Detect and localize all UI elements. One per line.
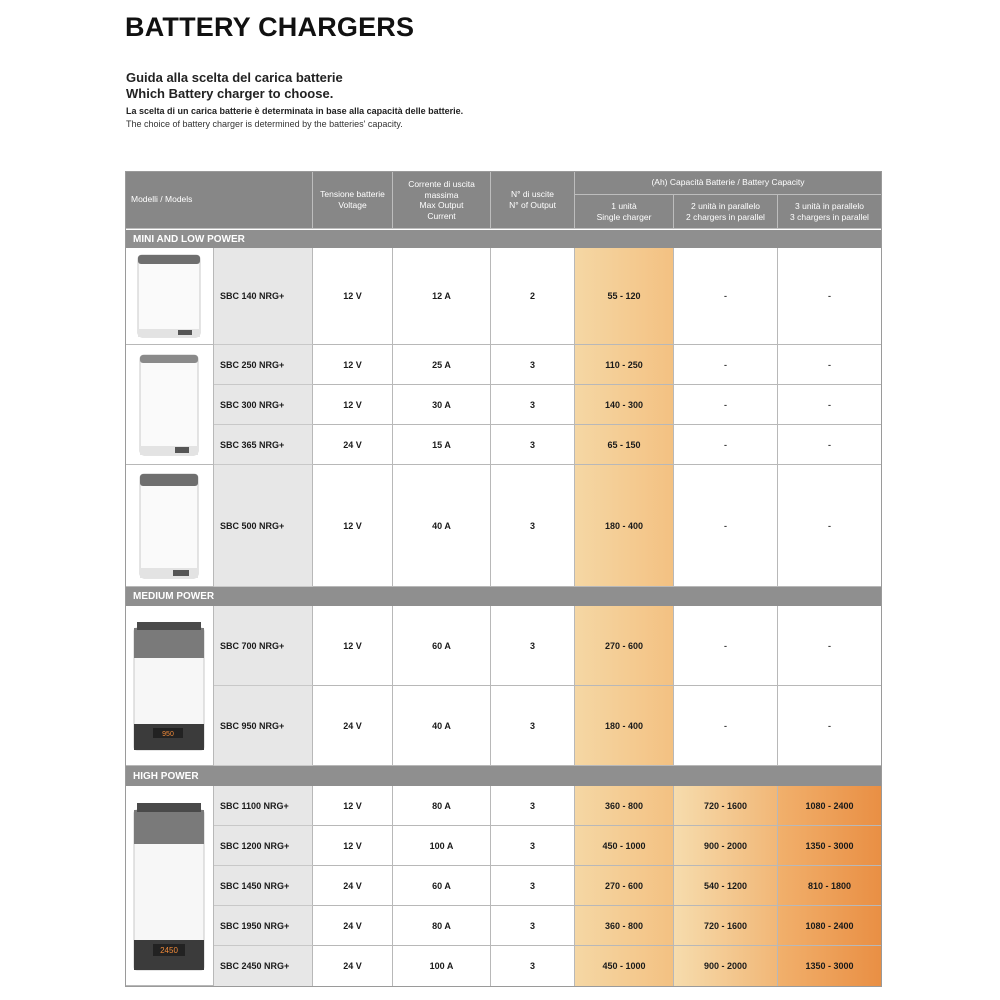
header-cap2 <box>674 195 778 229</box>
cell-outputs: 3 <box>491 686 575 766</box>
header-voltage-en: Voltage <box>338 199 367 210</box>
cell-outputs: 3 <box>491 425 575 465</box>
cell-model: SBC 1950 NRG+ <box>214 906 313 946</box>
charger-image-sbc-700-950 <box>131 620 207 752</box>
header-models: Modelli / Models <box>125 171 313 229</box>
header-cap3-en: 3 chargers in parallel <box>790 211 869 222</box>
intro-heading-it: Guida alla scelta del carica batterie <box>126 70 343 85</box>
cell-current: 15 A <box>393 425 491 465</box>
cell-cap2: 720 - 1600 <box>674 786 778 826</box>
header-cap2-en: 2 chargers in parallel <box>686 211 765 222</box>
intro-desc-en: The choice of battery charger is determined by the batteries' capacity. <box>126 119 403 129</box>
header-current-it2: massima <box>424 189 459 200</box>
cell-outputs: 3 <box>491 606 575 686</box>
cell-current: 40 A <box>393 465 491 587</box>
cell-outputs: 3 <box>491 786 575 826</box>
cell-cap1: 270 - 600 <box>575 866 674 906</box>
header-voltage-it: Tensione batterie <box>320 189 385 199</box>
cell-cap3: - <box>778 465 882 587</box>
header-voltage <box>313 171 393 229</box>
image-cell-2 <box>125 345 214 465</box>
cell-current: 60 A <box>393 606 491 686</box>
section-mini-low-power: MINI AND LOW POWER <box>125 230 882 248</box>
cell-cap1: 180 - 400 <box>575 465 674 587</box>
cell-cap1: 450 - 1000 <box>575 946 674 987</box>
cell-outputs: 3 <box>491 385 575 425</box>
cell-current: 40 A <box>393 686 491 766</box>
charger-image-sbc-500 <box>137 472 201 580</box>
cell-cap3: 810 - 1800 <box>778 866 882 906</box>
header-capacity: (Ah) Capacità Batterie / Battery Capacity <box>575 171 882 195</box>
cell-voltage: 24 V <box>313 946 393 987</box>
cell-cap3: - <box>778 248 882 345</box>
image-cell-3 <box>125 465 214 587</box>
cell-cap1: 180 - 400 <box>575 686 674 766</box>
cell-current: 12 A <box>393 248 491 345</box>
charger-image-sbc-1100-2450 <box>131 800 207 972</box>
cell-cap2: - <box>674 606 778 686</box>
cell-cap3: - <box>778 425 882 465</box>
cell-voltage: 24 V <box>313 866 393 906</box>
cell-cap2: 540 - 1200 <box>674 866 778 906</box>
cell-cap3: - <box>778 345 882 385</box>
header-current-en1: Max Output <box>419 200 464 210</box>
cell-model: SBC 2450 NRG+ <box>214 946 313 987</box>
cell-cap1: 140 - 300 <box>575 385 674 425</box>
page-title: BATTERY CHARGERS <box>125 12 415 42</box>
image-cell-1 <box>125 248 214 345</box>
cell-cap3: 1350 - 3000 <box>778 946 882 987</box>
cell-model: SBC 250 NRG+ <box>214 345 313 385</box>
cell-cap1: 55 - 120 <box>575 248 674 345</box>
header-cap1-en: Single charger <box>596 211 652 222</box>
header-cap3 <box>778 195 882 229</box>
cell-model: SBC 1200 NRG+ <box>214 826 313 866</box>
cell-voltage: 24 V <box>313 906 393 946</box>
charger-image-sbc-140 <box>134 253 204 339</box>
cell-voltage: 12 V <box>313 465 393 587</box>
header-current-it1: Corrente di uscita <box>408 179 475 189</box>
header-outputs-it: N° di uscite <box>510 189 555 199</box>
cell-model: SBC 1450 NRG+ <box>214 866 313 906</box>
cell-outputs: 3 <box>491 906 575 946</box>
cell-outputs: 3 <box>491 946 575 987</box>
cell-model: SBC 950 NRG+ <box>214 686 313 766</box>
cell-cap2: 900 - 2000 <box>674 946 778 987</box>
cell-cap1: 270 - 600 <box>575 606 674 686</box>
cell-voltage: 12 V <box>313 606 393 686</box>
cell-current: 60 A <box>393 866 491 906</box>
cell-model: SBC 300 NRG+ <box>214 385 313 425</box>
header-cap3-it: 3 unità in parallelo <box>795 201 864 211</box>
cell-voltage: 12 V <box>313 826 393 866</box>
cell-cap2: 720 - 1600 <box>674 906 778 946</box>
cell-current: 100 A <box>393 946 491 987</box>
header-cap1-it: 1 unità <box>611 201 637 211</box>
charger-display-2450: 2450 <box>160 945 178 955</box>
cell-cap2: - <box>674 345 778 385</box>
cell-voltage: 12 V <box>313 786 393 826</box>
cell-voltage: 12 V <box>313 248 393 345</box>
cell-cap1: 360 - 800 <box>575 786 674 826</box>
cell-model: SBC 700 NRG+ <box>214 606 313 686</box>
header-outputs <box>491 171 575 229</box>
cell-outputs: 3 <box>491 866 575 906</box>
cell-voltage: 12 V <box>313 385 393 425</box>
cell-cap1: 450 - 1000 <box>575 826 674 866</box>
cell-cap3: - <box>778 385 882 425</box>
cell-outputs: 3 <box>491 826 575 866</box>
charger-image-sbc-250-365 <box>137 353 201 457</box>
cell-voltage: 24 V <box>313 686 393 766</box>
cell-cap1: 65 - 150 <box>575 425 674 465</box>
image-cell-4 <box>125 606 214 766</box>
cell-cap2: - <box>674 465 778 587</box>
header-cap2-it: 2 unità in parallelo <box>691 201 760 211</box>
cell-cap2: 900 - 2000 <box>674 826 778 866</box>
cell-cap3: - <box>778 686 882 766</box>
header-current <box>393 171 491 229</box>
cell-model: SBC 140 NRG+ <box>214 248 313 345</box>
cell-cap2: - <box>674 248 778 345</box>
cell-cap2: - <box>674 425 778 465</box>
cell-voltage: 12 V <box>313 345 393 385</box>
header-outputs-en: N° of Output <box>509 199 556 210</box>
cell-cap3: - <box>778 606 882 686</box>
cell-current: 80 A <box>393 786 491 826</box>
image-cell-5 <box>125 786 214 986</box>
cell-cap3: 1080 - 2400 <box>778 906 882 946</box>
header-cap1 <box>575 195 674 229</box>
cell-cap2: - <box>674 686 778 766</box>
cell-cap1: 110 - 250 <box>575 345 674 385</box>
cell-cap3: 1080 - 2400 <box>778 786 882 826</box>
cell-model: SBC 1100 NRG+ <box>214 786 313 826</box>
header-current-en2: Current <box>427 210 456 221</box>
cell-current: 30 A <box>393 385 491 425</box>
section-medium-power: MEDIUM POWER <box>125 587 882 606</box>
cell-model: SBC 365 NRG+ <box>214 425 313 465</box>
cell-current: 100 A <box>393 826 491 866</box>
cell-outputs: 3 <box>491 465 575 587</box>
intro-block <box>126 70 463 131</box>
cell-voltage: 24 V <box>313 425 393 465</box>
charger-display-950: 950 <box>162 730 174 738</box>
cell-cap2: - <box>674 385 778 425</box>
section-high-power: HIGH POWER <box>125 766 882 786</box>
cell-cap1: 360 - 800 <box>575 906 674 946</box>
cell-current: 25 A <box>393 345 491 385</box>
cell-outputs: 3 <box>491 345 575 385</box>
cell-model: SBC 500 NRG+ <box>214 465 313 587</box>
cell-current: 80 A <box>393 906 491 946</box>
intro-heading-en: Which Battery charger to choose. <box>126 86 334 101</box>
cell-outputs: 2 <box>491 248 575 345</box>
cell-cap3: 1350 - 3000 <box>778 826 882 866</box>
intro-desc-it: La scelta di un carica batterie è determinata in base alla capacità delle batterie. <box>126 106 464 116</box>
